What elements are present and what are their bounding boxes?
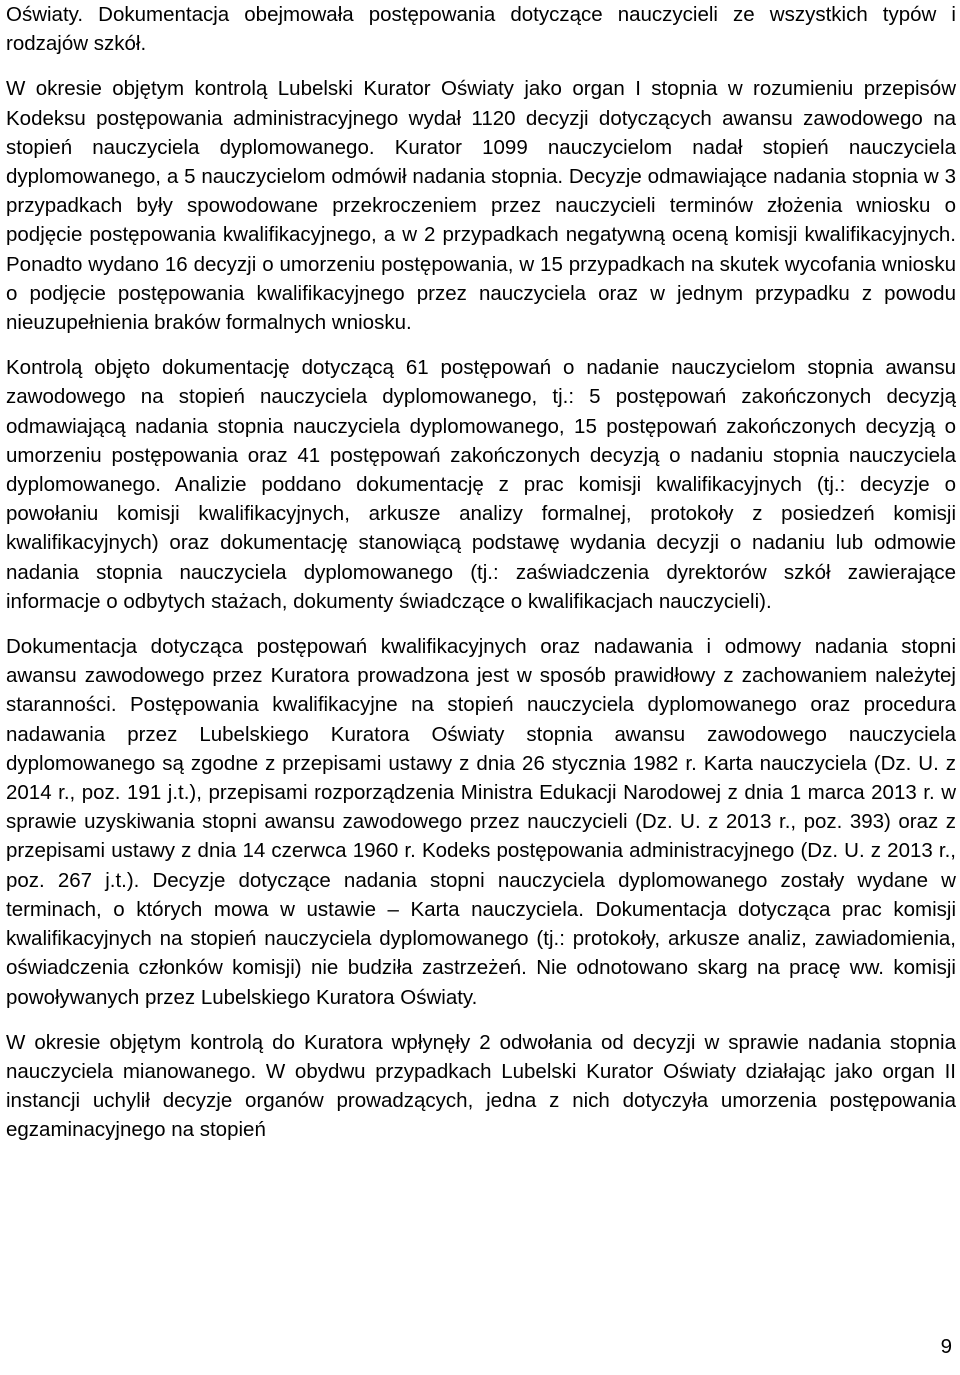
document-page [6,0,956,1145]
paragraph-1: Oświaty. Dokumentacja obejmowała postępowania dotyczące nauczycieli ze wszystkich typów i rodzajów szkół. [6,3,956,56]
paragraph-4: Dokumentacja dotycząca postępowań kwalifikacyjnych oraz nadawania i odmowy nadania stopni awansu zawodowego przez Kuratora prowadzona jest w sposób prawidłowy z zachowaniem należytej staranności. Postępowania kwalifikacyjne na stopień nauczyciela dyplomowanego oraz procedura nadawania przez Lubelskiego Kuratora Oświaty stopnia awansu zawodowego nauczyciela dyplomowanego są zgodne z przepisami ustawy z dnia 26 stycznia 1982 r. Karta nauczyciela (Dz. U. z 2014 r., poz. 191 j.t.), przepisami rozporządzenia Ministra Edukacji Narodowej z dnia 1 marca 2013 r. w sprawie uzyskiwania stopni awansu zawodowego przez nauczycieli (Dz. U. z 2013 r., poz. 393) oraz z przepisami ustawy z dnia 14 czerwca 1960 r. Kodeks postępowania administracyjnego (Dz. U. z 2013 r., poz. 267 j.t.). Decyzje dotyczące nadania stopni nauczyciela dyplomowanego zostały wydane w terminach, o których mowa w ustawie – Karta nauczyciela. Dokumentacja dotycząca prac komisji kwalifikacyjnych na stopień nauczyciela dyplomowanego (tj.: protokoły, arkusze analiz, zawiadomienia, oświadczenia członków komisji) nie budziła zastrzeżeń. Nie odnotowano skarg na pracę ww. komisji powoływanych przez Lubelskiego Kuratora Oświaty. [6,635,956,1009]
paragraph-5: W okresie objętym kontrolą do Kuratora wpłynęły 2 odwołania od decyzji w sprawie nadania stopnia nauczyciela mianowanego. W obydwu przypadkach Lubelski Kurator Oświaty działając jako organ II instancji uchylił decyzje organów prowadzących, jedna z nich dotyczyła umorzenia postępowania egzaminacyjnego na stopień [6,1030,956,1142]
paragraph-2: W okresie objętym kontrolą Lubelski Kurator Oświaty jako organ I stopnia w rozumieniu przepisów Kodeksu postępowania administracyjnego wydał 1120 decyzji dotyczących awansu zawodowego na stopień nauczyciela dyplomowanego. Kurator 1099 nauczycielom nadał stopień nauczyciela dyplomowanego, a 5 nauczycielom odmówił nadania stopnia. Decyzje odmawiające nadania stopnia w 3 przypadkach były spowodowane przekroczeniem przez nauczycieli terminów złożenia wniosku o podjęcie postępowania kwalifikacyjnego, a w 2 przypadkach negatywną oceną komisji kwalifikacyjnych. Ponadto wydano 16 decyzji o umorzeniu postępowania, w 15 przypadkach na skutek wycofania wniosku o podjęcie postępowania kwalifikacyjnego przez nauczyciela oraz w jednym przypadku z powodu nieuzupełnienia braków formalnych wniosku. [6,77,956,335]
paragraph-3: Kontrolą objęto dokumentację dotyczącą 61 postępowań o nadanie nauczycielom stopnia awansu zawodowego na stopień nauczyciela dyplomowanego, tj.: 5 postępowań zakończonych decyzją odmawiającą nadania stopnia nauczyciela dyplomowanego, 15 postępowań zakończonych decyzją o umorzeniu postępowania oraz 41 postępowań zakończonych decyzją o nadaniu stopnia nauczyciela dyplomowanego. Analizie poddano dokumentację z prac komisji kwalifikacyjnych (tj.: decyzje o powołaniu komisji kwalifikacyjnych, arkusze analizy formalnej, protokoły z posiedzeń komisji kwalifikacyjnych) oraz dokumentację stanowiącą podstawę wydania decyzji o nadaniu lub odmowie nadania stopnia nauczyciela dyplomowanego (tj.: zaświadczenia dyrektorów szkół zawierające informacje o odbytych stażach, dokumenty świadczące o kwalifikacjach nauczycieli). [6,356,956,613]
page-number: 9 [940,1335,952,1358]
